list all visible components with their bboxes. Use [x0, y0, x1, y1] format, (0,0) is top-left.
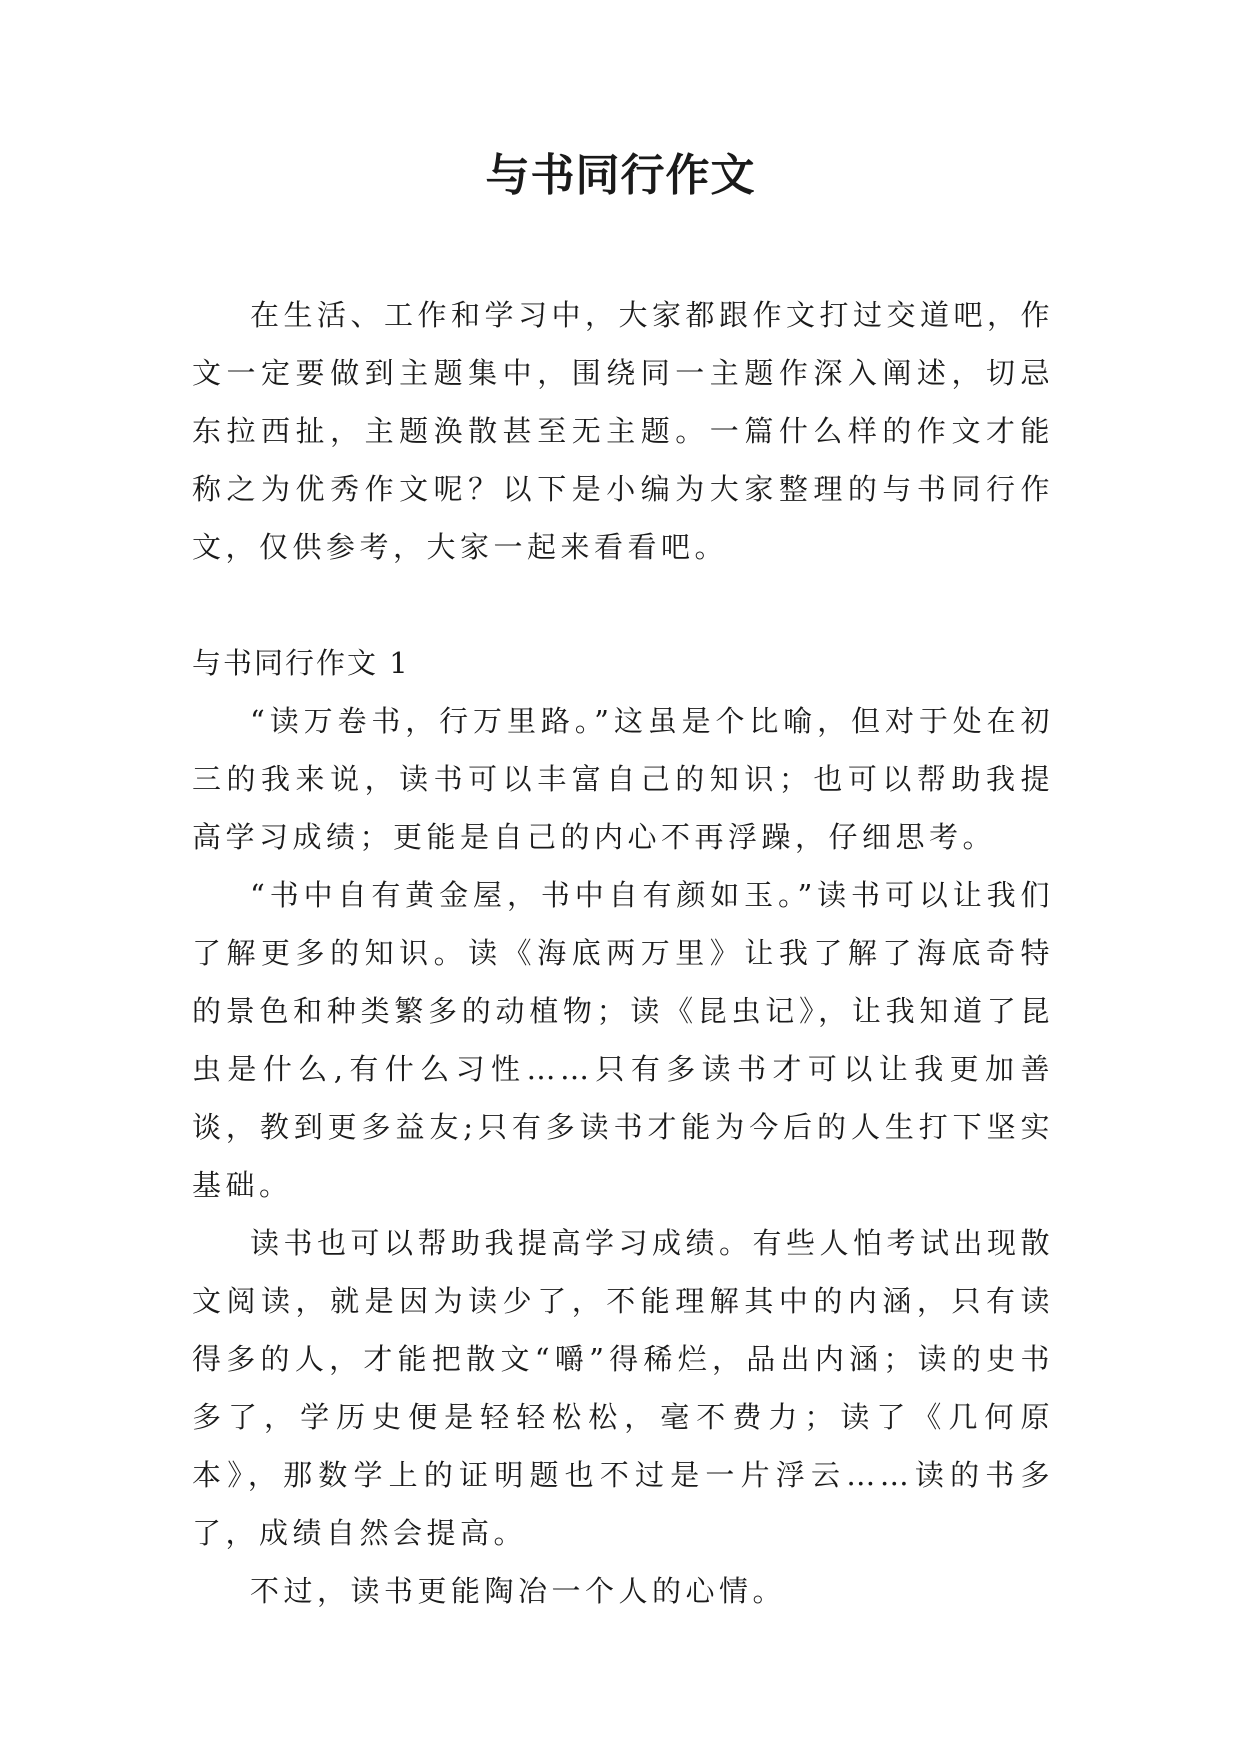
- document-title: 与书同行作文: [485, 150, 756, 201]
- body-paragraph-4: 不过，读书更能陶冶一个人的心情。: [250, 1574, 787, 1608]
- body-paragraph-3: 读书也可以帮助我提高学习成绩。有些人怕考试出现散文阅读，就是因为读少了，不能理解其中的内涵，只有读得多的人，才能把散文“嚼”得稀烂，品出内涵；读的史书多了，学历史便是轻轻松松，毫不费力；读了《几何原本》，那数学上的证明题也不过是一片浮云……读的书多了，成绩自然会提高。: [192, 1226, 1055, 1550]
- body-paragraph-1: “读万卷书，行万里路。”这虽是个比喻，但对于处在初三的我来说，读书可以丰富自己的知识；也可以帮助我提高学习成绩；更能是自己的内心不再浮躁，仔细思考。: [192, 704, 1054, 854]
- document-body: [192, 286, 1054, 1620]
- body-paragraph-2: “书中自有黄金屋，书中自有颜如玉。”读书可以让我们了解更多的知识。读《海底两万里》让我了解了海底奇特的景色和种类繁多的动植物；读《昆虫记》，让我知道了昆虫是什么,有什么习性……只有多读书才可以让我更加善谈，教到更多益友;只有多读书才能为今后的人生打下坚实基础。: [192, 878, 1054, 1202]
- intro-paragraph: 在生活、工作和学习中，大家都跟作文打过交道吧，作文一定要做到主题集中，围绕同一主题作深入阐述，切忌东拉西扯，主题涣散甚至无主题。一篇什么样的作文才能称之为优秀作文呢？以下是小编为大家整理的与书同行作文，仅供参考，大家一起来看看吧。: [192, 298, 1055, 564]
- section-heading: 与书同行作文 1: [192, 646, 410, 680]
